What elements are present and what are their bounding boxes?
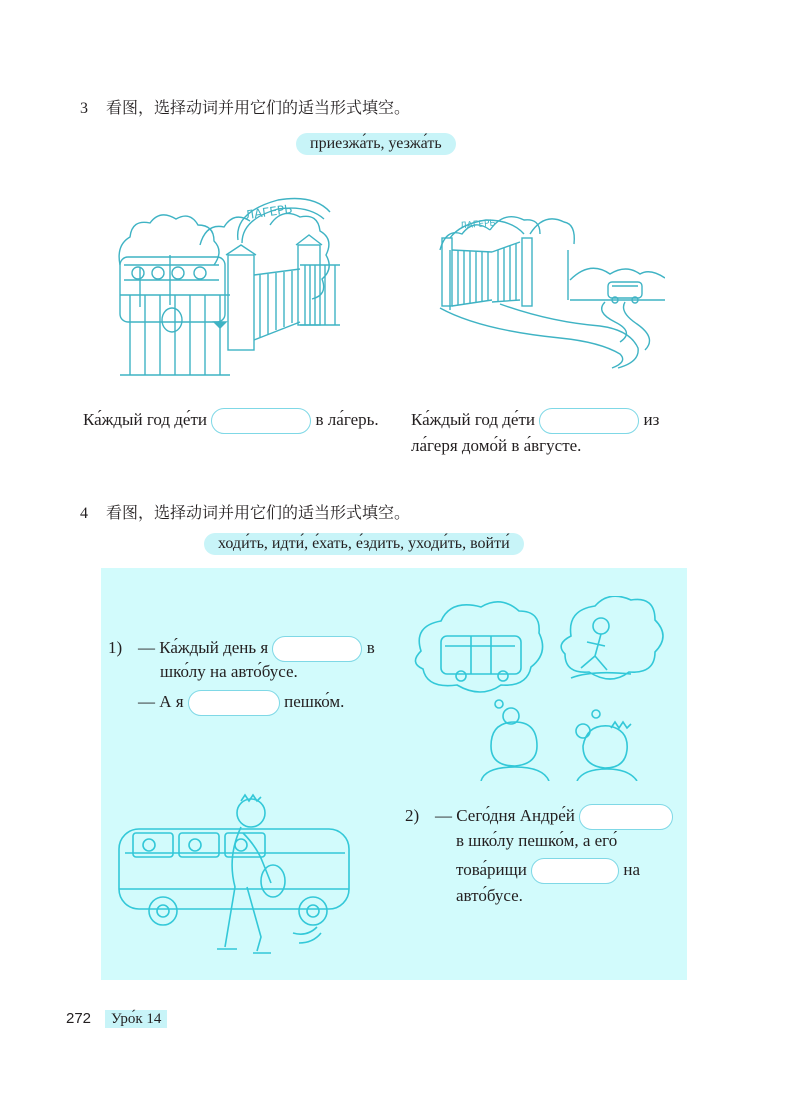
- exercise-3-sentence-1: [83, 408, 379, 434]
- exercise-4-panel: [101, 568, 687, 980]
- camp-arrival-illustration: [110, 185, 342, 380]
- exercise-4-heading: [80, 500, 410, 523]
- sentence-text: Ка́ждый день я: [159, 637, 269, 657]
- page-number: 272: [66, 1010, 92, 1027]
- item-number: 2): [405, 805, 420, 825]
- answer-blank[interactable]: [188, 690, 280, 716]
- verb-choices: ходи́ть, идти́, е́хать, е́здить, уходи́ть, войти́: [204, 533, 524, 555]
- dash: —: [138, 691, 155, 711]
- exercise-number: 4: [80, 505, 88, 522]
- sentence-text: А я: [159, 691, 184, 711]
- exercise-4-item-1: [108, 636, 375, 662]
- answer-blank[interactable]: [539, 408, 639, 434]
- answer-blank[interactable]: [579, 804, 673, 830]
- sentence-text: ла́геря домо́й в а́вгусте.: [411, 436, 582, 455]
- sentence-text: шко́лу на авто́бусе.: [160, 662, 298, 681]
- exercise-instruction: 看图，选择动词并用它们的适当形式填空。: [106, 505, 411, 522]
- sentence-text: пешко́м.: [284, 691, 345, 711]
- exercise-4-item-2: [405, 804, 673, 830]
- sentence-text: в шко́лу пешко́м, а его́: [456, 831, 618, 850]
- exercise-number: 3: [80, 100, 88, 117]
- bus-and-boy-illustration: [113, 793, 363, 963]
- sentence-text: Сего́дня Андре́й: [456, 805, 575, 825]
- sentence-text: на: [623, 859, 640, 879]
- verb-choices: приезжа́ть, уезжа́ть: [296, 133, 456, 155]
- page-footer: [66, 1010, 167, 1028]
- answer-blank[interactable]: [211, 408, 311, 434]
- camp-sign-right: ЛАГЕРЬ: [459, 218, 497, 232]
- item-number: 1): [108, 637, 123, 657]
- exercise-3-sentence-2: [411, 408, 659, 434]
- answer-blank[interactable]: [272, 636, 362, 662]
- sentence-text: авто́бусе.: [456, 886, 523, 905]
- sentence-text: Ка́ждый год де́ти: [83, 409, 208, 429]
- answer-blank[interactable]: [531, 858, 619, 884]
- dash: —: [138, 637, 155, 657]
- exercise-3-heading: [80, 95, 410, 118]
- lesson-label: Уро́к 14: [105, 1010, 167, 1028]
- dash: —: [435, 805, 452, 825]
- thought-bubbles-illustration: [411, 596, 671, 781]
- exercise-4-item-2-line-3: [456, 858, 640, 884]
- sentence-text: това́рищи: [456, 859, 527, 879]
- sentence-text: в ла́герь.: [315, 409, 379, 429]
- camp-departure-illustration: [430, 190, 665, 380]
- exercise-4-item-1b: [138, 690, 344, 716]
- sentence-text: из: [643, 409, 660, 429]
- sentence-text: Ка́ждый год де́ти: [411, 409, 536, 429]
- camp-sign-left: ЛАГЕРЬ: [244, 201, 294, 223]
- sentence-text: в: [366, 637, 375, 657]
- exercise-instruction: 看图，选择动词并用它们的适当形式填空。: [106, 100, 411, 117]
